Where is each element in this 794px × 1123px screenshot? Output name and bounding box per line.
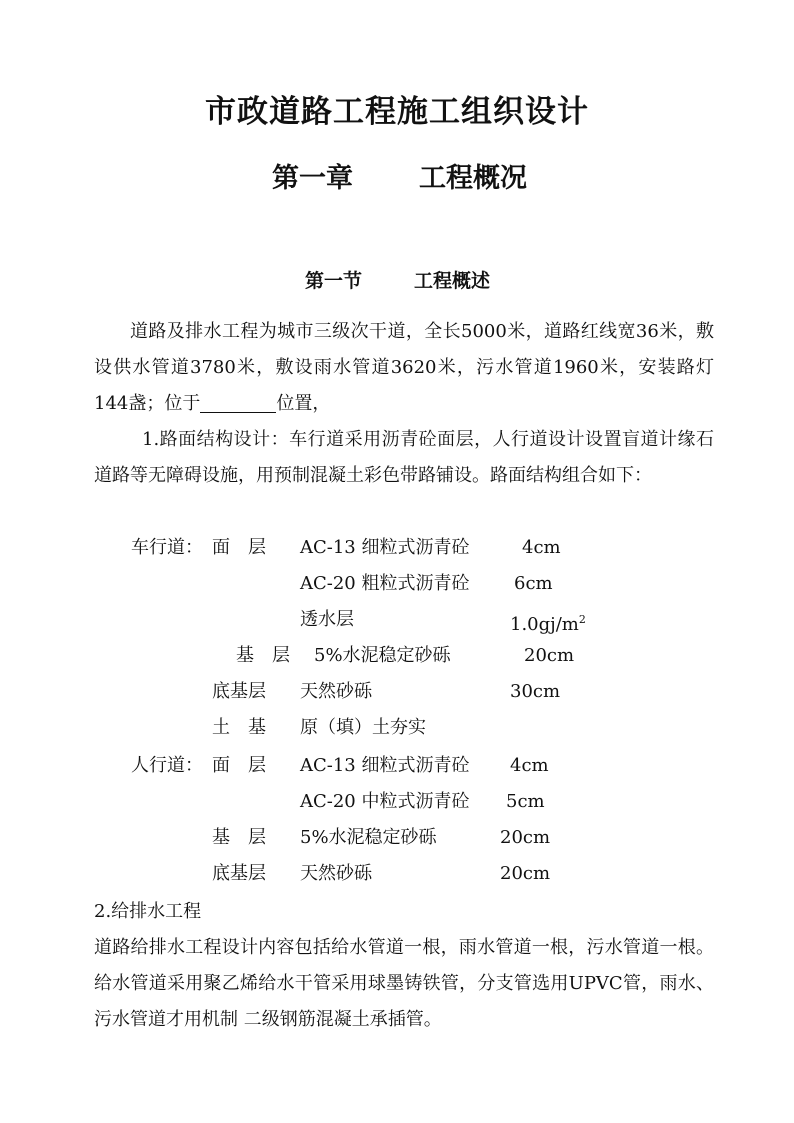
thickness-label: 20cm xyxy=(524,645,575,666)
thickness-label: 4cm xyxy=(510,755,549,776)
intro-text-end: 位置， xyxy=(276,393,331,414)
material-label: AC-13 细粒式沥青砼 xyxy=(300,755,470,776)
thickness-label: 4cm xyxy=(522,537,561,558)
intro-paragraph xyxy=(94,314,714,422)
material-label: 天然砂砾 xyxy=(300,681,372,702)
section-number: 第一节 xyxy=(305,270,363,292)
thickness-label: 6cm xyxy=(514,573,553,594)
material-label: AC-20 粗粒式沥青砼 xyxy=(300,573,470,594)
thickness-label: 20cm xyxy=(500,827,551,848)
layer-label: 土 基 xyxy=(212,717,266,738)
layer-label: 基 层 xyxy=(212,827,266,848)
document-title: 市政道路工程施工组织设计 xyxy=(205,94,589,130)
chapter-number: 第一章 xyxy=(272,163,353,194)
thickness-label: 5cm xyxy=(506,791,545,812)
material-label: 5%水泥稳定砂砾 xyxy=(300,827,437,848)
chapter-name: 工程概况 xyxy=(419,163,527,194)
material-label: 透水层 xyxy=(300,609,354,630)
thickness-value: 1.0gj/m xyxy=(510,614,579,635)
thickness-label xyxy=(510,602,586,643)
layer-label: 底基层 xyxy=(212,681,266,702)
layer-label: 底基层 xyxy=(212,863,266,884)
layer-label: 基 层 xyxy=(236,645,290,666)
material-label: 5%水泥稳定砂砾 xyxy=(314,645,451,666)
drainage-heading: 2.给排水工程 xyxy=(94,901,202,922)
layer-label: 面 层 xyxy=(212,537,266,558)
thickness-label: 30cm xyxy=(510,681,561,702)
thickness-unit-exponent: 2 xyxy=(578,613,586,626)
section-name: 工程概述 xyxy=(414,270,491,292)
thickness-label: 20cm xyxy=(500,863,551,884)
group-label: 车行道： xyxy=(131,537,203,558)
group-label: 人行道： xyxy=(131,755,203,776)
material-label: 原（填）土夯实 xyxy=(300,717,426,738)
drainage-paragraph: 道路给排水工程设计内容包括给水管道一根，雨水管道一根，污水管道一根。给水管道采用聚乙烯给水干管采用球墨铸铁管，分支管选用UPVC管，雨水、污水管道才用机制 二级钢筋混凝土承插管。 xyxy=(94,937,714,1030)
material-label: 天然砂砾 xyxy=(300,863,372,884)
material-label: AC-13 细粒式沥青砼 xyxy=(300,537,470,558)
pavement-design-paragraph: 1.路面结构设计：车行道采用沥青砼面层，人行道设计设置盲道计缘石道路等无障碍设施，用预制混凝土彩色带路铺设。路面结构组合如下： xyxy=(94,429,714,486)
material-label: AC-20 中粒式沥青砼 xyxy=(300,791,470,812)
layer-label: 面 层 xyxy=(212,755,266,776)
location-blank xyxy=(200,394,276,413)
intro-text: 道路及排水工程为城市三级次干道，全长5000米，道路红线宽36米，敷设供水管道3780米，敷设雨水管道3620米，污水管道1960米，安装路灯144盏；位于 xyxy=(94,321,714,414)
